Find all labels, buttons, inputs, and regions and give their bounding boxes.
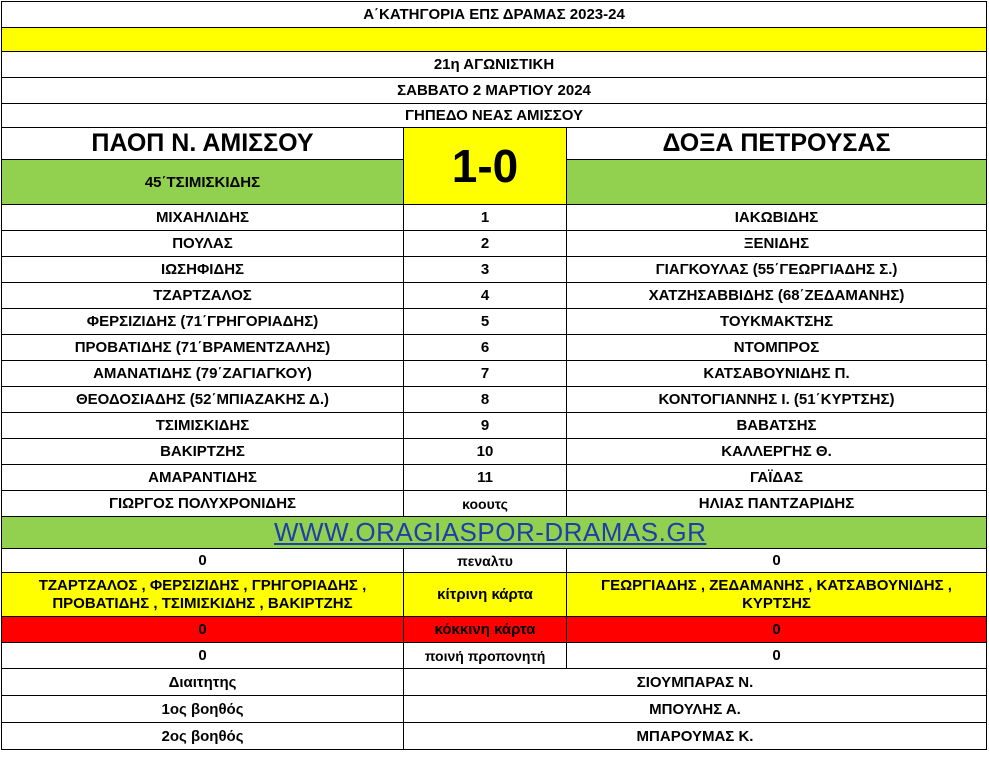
home-player: ΜΙΧΑΗΛΙΔΗΣ	[2, 205, 404, 231]
lineup-row	[2, 439, 987, 465]
shirt-number: 11	[404, 465, 567, 491]
home-player: ΦΕΡΣΙΖΙΔΗΣ (71΄ΓΡΗΓΟΡΙΑΔΗΣ)	[2, 309, 404, 335]
home-player: ΤΣΙΜΙΣΚΙΔΗΣ	[2, 413, 404, 439]
away-red-cards: 0	[567, 617, 987, 643]
official-role: 1ος βοηθός	[2, 696, 404, 723]
away-scorers	[567, 160, 987, 205]
home-coach-penalty: 0	[2, 643, 404, 669]
home-player: ΤΖΑΡΤΖΑΛΟΣ	[2, 283, 404, 309]
shirt-number: 2	[404, 231, 567, 257]
official-name: ΣΙΟΥΜΠΑΡΑΣ Ν.	[404, 669, 987, 696]
official-role: Διαιτητης	[2, 669, 404, 696]
shirt-number: 10	[404, 439, 567, 465]
red-card-label: κόκκινη κάρτα	[404, 617, 567, 643]
home-player: ΘΕΟΔΟΣΙΑΔΗΣ (52΄ΜΠΙΑΖΑΚΗΣ Δ.)	[2, 387, 404, 413]
home-player: ΙΩΣΗΦΙΔΗΣ	[2, 257, 404, 283]
away-player: ΙΑΚΩΒΙΔΗΣ	[567, 205, 987, 231]
lineup-row	[2, 283, 987, 309]
away-player: ΚΑΤΣΑΒΟΥΝΙΔΗΣ Π.	[567, 361, 987, 387]
teams-row	[2, 128, 987, 160]
official-name: ΜΠΑΡΟΥΜΑΣ Κ.	[404, 723, 987, 750]
away-team-name: ΔΟΞΑ ΠΕΤΡΟΥΣΑΣ	[567, 128, 987, 160]
home-player: ΠΡΟΒΑΤΙΔΗΣ (71΄ΒΡΑΜΕΝΤΖΑΛΗΣ)	[2, 335, 404, 361]
home-player: ΒΑΚΙΡΤΖΗΣ	[2, 439, 404, 465]
penalty-row	[2, 549, 987, 573]
away-player: ΚΑΛΛΕΡΓΗΣ Θ.	[567, 439, 987, 465]
home-scorers: 45΄ΤΣΙΜΙΣΚΙΔΗΣ	[2, 160, 404, 205]
final-score: 1-0	[404, 128, 567, 205]
home-team-name: ΠΑΟΠ Ν. ΑΜΙΣΣΟΥ	[2, 128, 404, 160]
venue-row	[2, 104, 987, 128]
date-row	[2, 78, 987, 104]
coach-label: κοουτς	[404, 491, 567, 517]
home-player: ΑΜΑΝΑΤΙΔΗΣ (79΄ΖΑΓΙΑΓΚΟΥ)	[2, 361, 404, 387]
shirt-number: 7	[404, 361, 567, 387]
league-title: Α΄ΚΑΤΗΓΟΡΙΑ ΕΠΣ ΔΡΑΜΑΣ 2023-24	[2, 2, 987, 28]
shirt-number: 9	[404, 413, 567, 439]
lineup-row	[2, 231, 987, 257]
away-coach-penalty: 0	[567, 643, 987, 669]
shirt-number: 3	[404, 257, 567, 283]
matchday-row	[2, 52, 987, 78]
coach-penalty-label: ποινή προπονητή	[404, 643, 567, 669]
shirt-number: 8	[404, 387, 567, 413]
lineup-row	[2, 413, 987, 439]
title-row	[2, 2, 987, 28]
lineup-row	[2, 387, 987, 413]
away-player: ΞΕΝΙΔΗΣ	[567, 231, 987, 257]
website-link[interactable]: WWW.ORAGIASPOR-DRAMAS.GR	[274, 517, 707, 547]
lineup-row	[2, 205, 987, 231]
shirt-number: 4	[404, 283, 567, 309]
official-row	[2, 696, 987, 723]
lineup-row	[2, 361, 987, 387]
lineup-row	[2, 335, 987, 361]
coaches-row	[2, 491, 987, 517]
home-penalties: 0	[2, 549, 404, 573]
home-player: ΑΜΑΡΑΝΤΙΔΗΣ	[2, 465, 404, 491]
official-row	[2, 669, 987, 696]
away-player: ΓΑΪΔΑΣ	[567, 465, 987, 491]
home-player: ΠΟΥΛΑΣ	[2, 231, 404, 257]
yellow-band	[2, 28, 987, 52]
lineup-row	[2, 309, 987, 335]
lineup-row	[2, 465, 987, 491]
home-yellow-cards: ΤΖΑΡΤΖΑΛΟΣ , ΦΕΡΣΙΖΙΔΗΣ , ΓΡΗΓΟΡΙΑΔΗΣ , ΠΡΟΒΑΤΙΔΗΣ , ΤΣΙΜΙΣΚΙΔΗΣ , ΒΑΚΙΡΤΖΗΣ	[2, 573, 404, 617]
away-player: ΝΤΟΜΠΡΟΣ	[567, 335, 987, 361]
away-coach: ΗΛΙΑΣ ΠΑΝΤΖΑΡΙΔΗΣ	[567, 491, 987, 517]
away-player: ΒΑΒΑΤΣΗΣ	[567, 413, 987, 439]
official-row	[2, 723, 987, 750]
shirt-number: 1	[404, 205, 567, 231]
coach-penalty-row	[2, 643, 987, 669]
home-red-cards: 0	[2, 617, 404, 643]
website-row	[2, 517, 987, 549]
red-card-row	[2, 617, 987, 643]
matchday: 21η ΑΓΩΝΙΣΤΙΚΗ	[2, 52, 987, 78]
yellow-card-label: κίτρινη κάρτα	[404, 573, 567, 617]
shirt-number: 6	[404, 335, 567, 361]
shirt-number: 5	[404, 309, 567, 335]
website-banner	[2, 517, 987, 549]
away-yellow-cards: ΓΕΩΡΓΙΑΔΗΣ , ΖΕΔΑΜΑΝΗΣ , ΚΑΤΣΑΒΟΥΝΙΔΗΣ , ΚΥΡΤΣΗΣ	[567, 573, 987, 617]
away-penalties: 0	[567, 549, 987, 573]
official-name: ΜΠΟΥΛΗΣ Α.	[404, 696, 987, 723]
home-coach: ΓΙΩΡΓΟΣ ΠΟΛΥΧΡΟΝΙΔΗΣ	[2, 491, 404, 517]
match-date: ΣΑΒΒΑΤΟ 2 ΜΑΡΤΙΟΥ 2024	[2, 78, 987, 104]
away-player: ΓΙΑΓΚΟΥΛΑΣ (55΄ΓΕΩΡΓΙΑΔΗΣ Σ.)	[567, 257, 987, 283]
match-report-table	[1, 1, 987, 750]
away-player: ΧΑΤΖΗΣΑΒΒΙΔΗΣ (68΄ΖΕΔΑΜΑΝΗΣ)	[567, 283, 987, 309]
lineup-row	[2, 257, 987, 283]
yellow-card-row	[2, 573, 987, 617]
official-role: 2ος βοηθός	[2, 723, 404, 750]
venue: ΓΗΠΕΔΟ ΝΕΑΣ ΑΜΙΣΣΟΥ	[2, 104, 987, 128]
away-player: ΚΟΝΤΟΓΙΑΝΝΗΣ Ι. (51΄ΚΥΡΤΣΗΣ)	[567, 387, 987, 413]
away-player: ΤΟΥΚΜΑΚΤΣΗΣ	[567, 309, 987, 335]
penalty-label: πεναλτυ	[404, 549, 567, 573]
yellow-divider	[2, 28, 987, 52]
